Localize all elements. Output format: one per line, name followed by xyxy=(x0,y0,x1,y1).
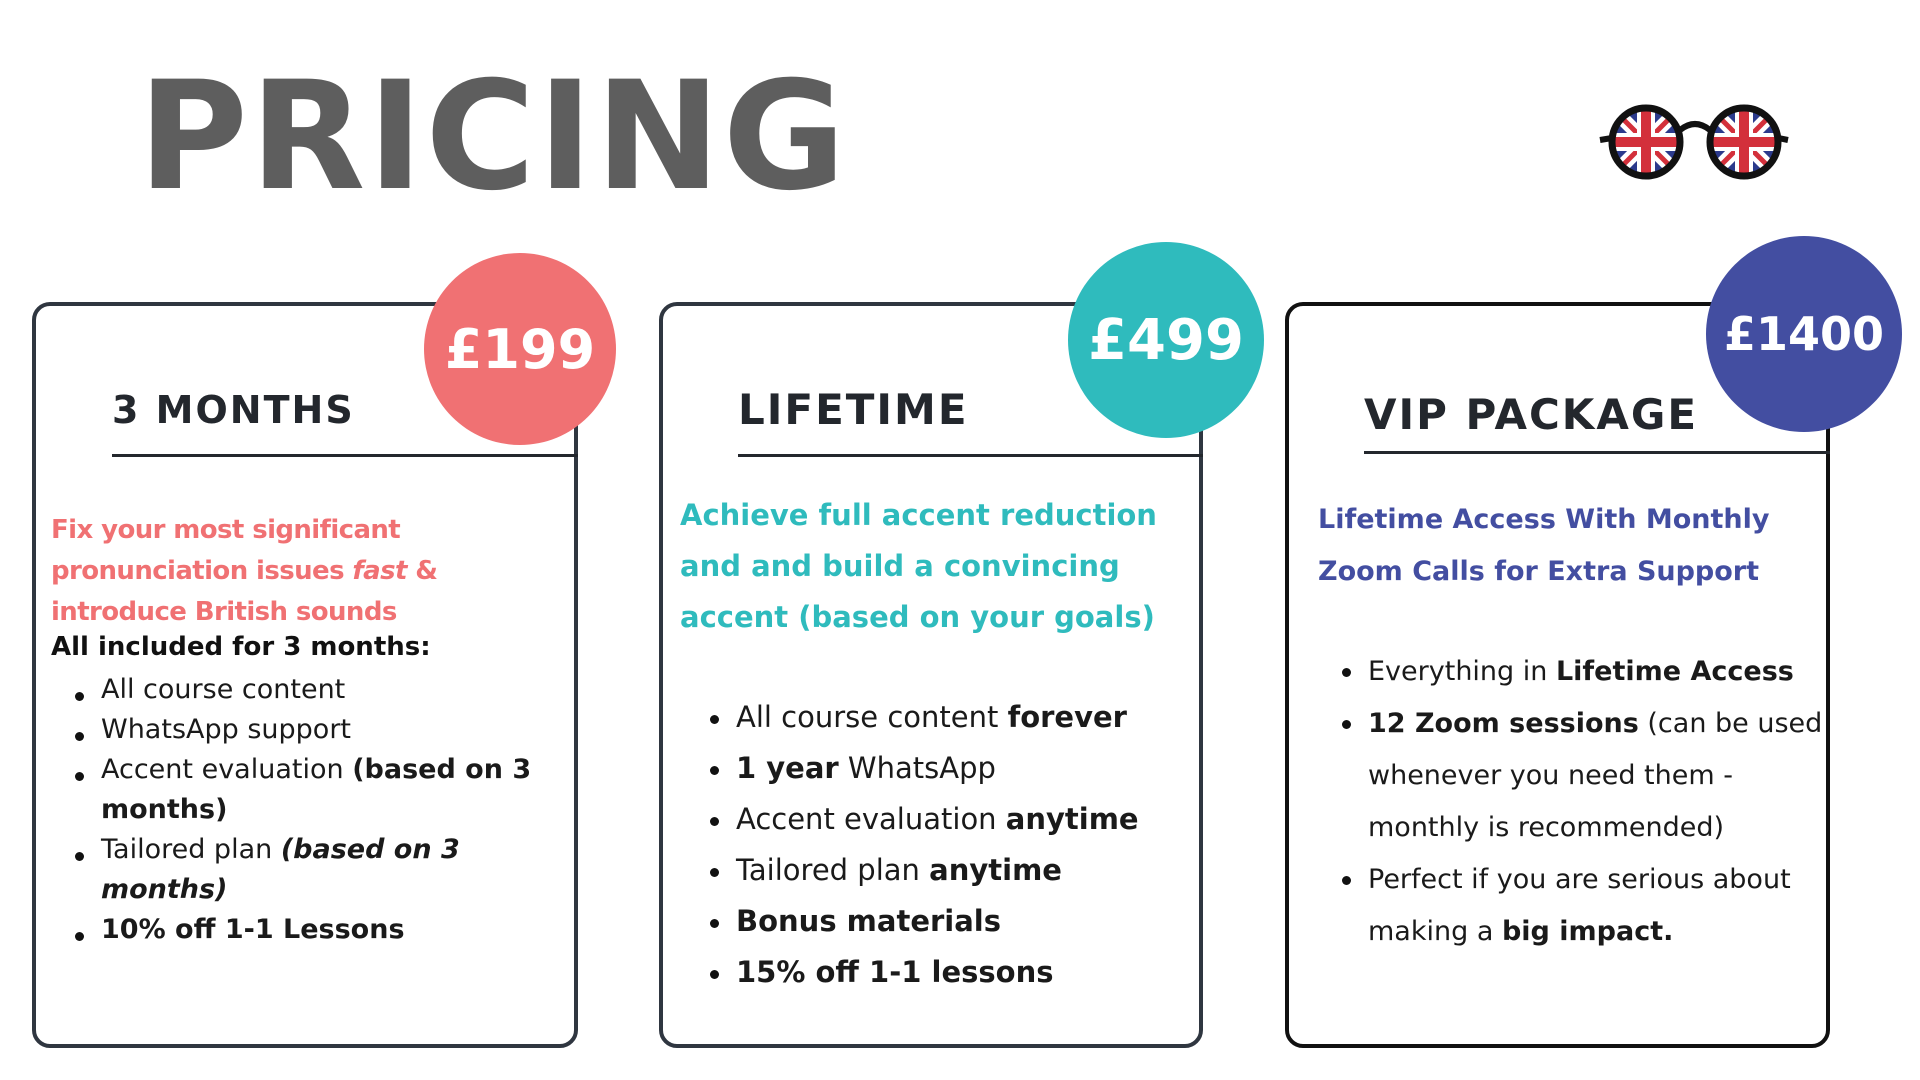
list-item: All course content xyxy=(101,670,571,710)
price-label: £499 xyxy=(1088,307,1244,373)
list-item: Perfect if you are serious about making a big impact. xyxy=(1368,854,1848,958)
price-badge-lifetime xyxy=(1068,242,1264,438)
feature-list xyxy=(1318,646,1848,958)
list-item: Accent evaluation (based on 3 months) xyxy=(101,750,571,830)
list-item: Everything in Lifetime Access xyxy=(1368,646,1848,698)
plan-divider xyxy=(738,454,1203,457)
plan-name: 3 MONTHS xyxy=(112,388,355,432)
list-item: WhatsApp support xyxy=(101,710,571,750)
feature-list xyxy=(51,670,571,950)
list-item: Accent evaluation anytime xyxy=(736,794,1236,845)
plan-divider xyxy=(112,454,578,457)
list-item: Tailored plan anytime xyxy=(736,845,1236,896)
list-item: 15% off 1-1 lessons xyxy=(736,947,1236,998)
page-title: PRICING xyxy=(138,50,848,224)
price-label: £199 xyxy=(444,317,596,381)
price-label: £1400 xyxy=(1723,307,1885,361)
plan-divider xyxy=(1364,451,1830,454)
plan-tagline: Achieve full accent reduction and and build a convincing accent (based on your goals) xyxy=(680,498,1157,634)
list-item: All course content forever xyxy=(736,692,1236,743)
list-item: Bonus materials xyxy=(736,896,1236,947)
union-jack-glasses-icon xyxy=(1598,100,1790,184)
plan-tagline: Fix your most significant pronunciation issues fast & introduce British sounds xyxy=(51,515,438,627)
list-item: 1 year WhatsApp xyxy=(736,743,1236,794)
list-item: Tailored plan (based on 3 months) xyxy=(101,830,571,910)
price-badge-vip xyxy=(1706,236,1902,432)
price-badge-3-months xyxy=(424,253,616,445)
plan-tagline: Lifetime Access With Monthly Zoom Calls for Extra Support xyxy=(1318,504,1770,587)
list-item: 10% off 1-1 Lessons xyxy=(101,910,571,950)
included-heading: All included for 3 months: xyxy=(51,632,431,662)
feature-list xyxy=(686,692,1236,998)
plan-name: VIP PACKAGE xyxy=(1364,390,1699,439)
list-item: 12 Zoom sessions (can be used whenever you need them - monthly is recommended) xyxy=(1368,698,1848,854)
plan-name: LIFETIME xyxy=(738,385,969,434)
